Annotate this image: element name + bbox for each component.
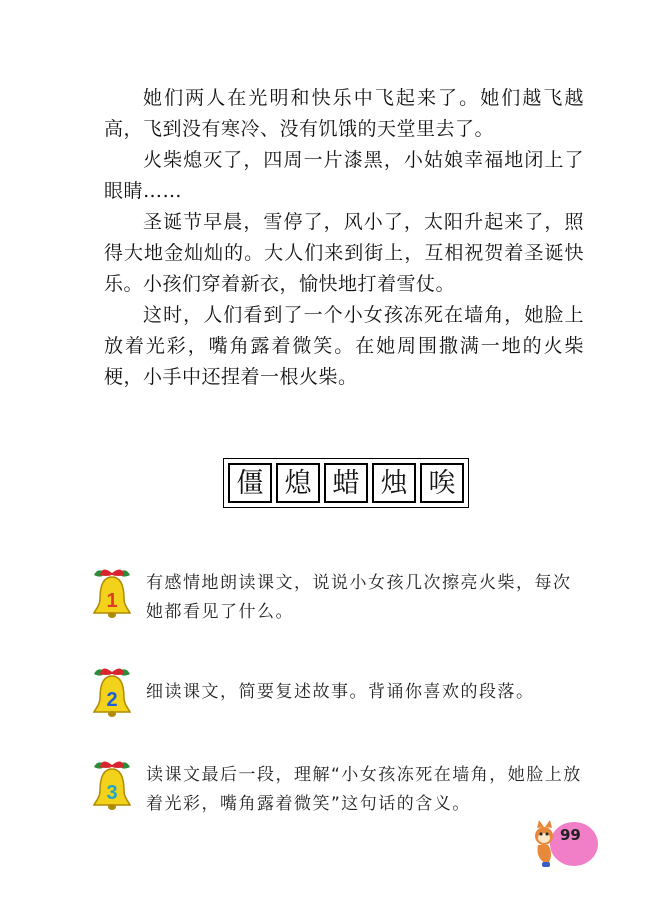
vocab-char: 唉 [420, 463, 464, 503]
bell-icon [88, 662, 136, 718]
paragraph-2: 火柴熄灭了，四周一片漆黑，小姑娘幸福地闭上了眼睛…… [104, 149, 584, 202]
paragraph-3: 圣诞节早晨，雪停了，风小了，太阳升起来了，照得大地金灿灿的。大人们来到街上，互相祝贺着圣诞快乐。小孩们穿着新衣，愉快地打着雪仗。 [104, 211, 584, 295]
vocab-char: 僵 [228, 463, 272, 503]
svg-text:2: 2 [106, 689, 118, 711]
bell-icon [88, 563, 136, 619]
question-text: 细读课文，简要复述故事。背诵你喜欢的段落。 [146, 682, 535, 702]
question-text: 读课文最后一段，理解“小女孩冻死在墙角，她脸上放着光彩，嘴角露着微笑”这句话的含义。 [146, 765, 582, 814]
paragraph-4: 这时，人们看到了一个小女孩冻死在墙角，她脸上放着光彩，嘴角露着微笑。在她周围撒满一地的火柴梗，小手中还捏着一根火柴。 [104, 304, 584, 388]
vocab-char: 蜡 [324, 463, 368, 503]
vocabulary-characters [223, 458, 469, 508]
svg-text:1: 1 [106, 590, 118, 612]
paragraph-1: 她们两人在光明和快乐中飞起来了。她们越飞越高，飞到没有寒冷、没有饥饿的天堂里去了。 [104, 87, 584, 140]
bell-icon [88, 755, 136, 811]
vocab-char: 熄 [276, 463, 320, 503]
vocab-char: 烛 [372, 463, 416, 503]
question-text: 有感情地朗读课文，说说小女孩几次擦亮火柴，每次她都看见了什么。 [146, 573, 572, 622]
svg-text:3: 3 [106, 782, 118, 804]
page-number: 99 [560, 826, 581, 844]
